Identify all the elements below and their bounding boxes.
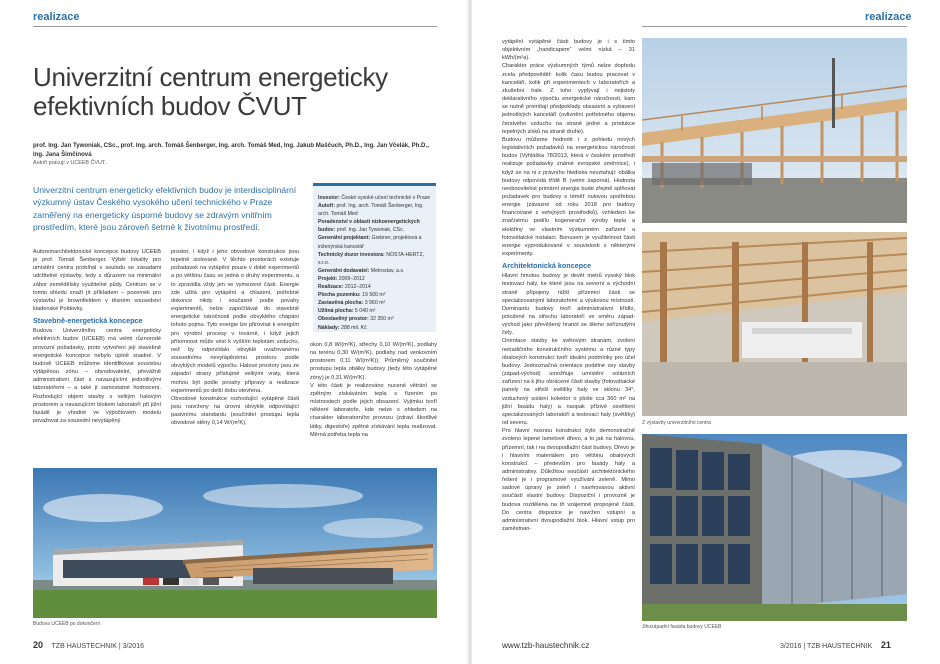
header-rule — [642, 26, 907, 27]
article-title: Univerzitní centrum energeticky efektivních budov ČVUT — [33, 62, 388, 121]
construction-image — [642, 38, 907, 223]
interior-photo — [642, 232, 907, 416]
facade-photo — [642, 434, 907, 621]
paragraph: Orientace stavby ke světovým stranám, zvolení netradičního konstrukčního systému a různé typy obalových konstrukcí tvoří ideální podmínky pro účel budovy. Jednoznačná orientace podélné osy stavby (západ-východ) umožňuje umístění solárních zařízení na k jihu obrácené části stavby (fotovoltaické panely na střeší světlíky haly ve sklonu 34°, vzduchový solární kolektor o ploše cca 360 m² na jižní fasádu haly) a naopak přízivé osvětlení specializovaných laboratoří a testovací haly (světlíky) od severu. — [502, 338, 635, 427]
building-exterior-photo — [33, 468, 437, 618]
article-lead: Univerzitní centrum energeticky efektivních budov je interdisciplinární výzkumný ústav Českého vysokého učení technického v Praze zaměřený na energeticky úsporné budovy se zdravým vnitřním prostředím, které jsou zároveň šetrné k životnímu prostředí. — [33, 185, 297, 233]
section-tag: realizace — [33, 11, 80, 23]
photo-caption: Z výstavby univerzitního centra — [642, 420, 711, 426]
infobox-key: Náklady: — [318, 324, 340, 331]
infobox-key: Zastavěná plocha: — [318, 300, 364, 307]
paragraph: vytápění vytápěné části budovy je i s tímto objektivním „handicapem“ velmi nízká – 31 kWh/(m²a). — [502, 39, 635, 62]
authors: prof. Ing. Jan Tywoniak, CSc., prof. Ing. arch. Tomáš Šenberger, Ing. arch. Tomáš Med, Ing. Jakub Maščuch, Ph.D., Ing. Jan Včelák, Ph.D., Ing. Jana Šimčínová — [33, 142, 429, 159]
paragraph: Budovu můžeme hodnotit i z pohledu nových legislativních požadavků na energetickou náročnost budov (Vyhláška 78/2013, která v českém prostředí realizuje požadavky známé evropské směrnice), i když se na ni z právního hlediska nevztahují: obálka budovy odpovídá třídě B (velmi úsporná). Hodnota neobnovitelné primární energie bude zřejmě splňovat požadavek pro budovy s téměř nulovou spotřebou energie (závazné od roku 2018 pro budovy financované z veřejných prostředků), vzhledem ke značnému podílu kogenerační výroby tepla a elektřiny ve vlastním výzkumném zařízení a fotovoltaické instalaci. Bonusem je využitelnost části energie vyprodukované v souvislosti s některými experimenty. — [502, 136, 635, 258]
infobox-key: Projekt: — [318, 275, 338, 282]
construction-photo — [642, 38, 907, 223]
subheading: Architektonická koncepce — [502, 261, 592, 271]
paragraph: Charakter práce výzkumných týmů nelze dopředu zcela předpovědět: kolik času budou pracovat v kanceláři, kolik při experimentech v laboratořích a zkušební hale. Z toho vyplývají i nejistoty deklarativního výpočtu energetické náročnosti, kam se nutně promítají předpoklady obsazení a vybavení jednotlivých kanceláří (ovlivnění potřebného objemu čerstvého vzduchu na straně jedné a produkce tepelných zisků na straně druhé). — [502, 63, 635, 135]
infobox-value: 3 960 m² — [364, 300, 386, 307]
authors-note: Autoři pracují v UCEEB ČVUT. — [33, 160, 107, 166]
page-number: 21 — [880, 640, 891, 650]
left-page — [0, 0, 468, 664]
infobox-key: Generální dodavatel: — [318, 267, 370, 274]
infobox-key: Užitná plocha: — [318, 308, 354, 315]
infobox-key: Poradenství v oblasti nízkoenergetických budov: — [318, 219, 420, 234]
infobox-row — [318, 324, 431, 332]
right-page — [472, 0, 940, 664]
infobox-value: NOSTA-HERTZ, s.r.o. — [318, 251, 425, 266]
page-folio — [780, 640, 891, 650]
infobox-value: 2009–2012 — [338, 275, 365, 282]
header-rule — [33, 26, 437, 27]
infobox-row — [318, 291, 431, 299]
paragraph: Pro hlavní nosnou konstrukci bylo demonstračně zvoleno lepené lamelové dřevo, a to jak na halovou, přízemní, tak i na dvoupodlažní část budovy. Dřevo je i hlavním materiálem pro většinu obalových konstrukcí – především pro fasády haly a administrativy. Důležitou součástí architektonického řešení je i programové využívání zeleně. Mimo sadové úpravy je zeleň i navrhovanou aktivní součástí vlastní budovy. Dispoziční i provozně je budova rozdělena na tři vzájemně propojené části. Do centra dispozice je navržen vstupní a administrativní dvoupodlažní blok. Hlavní vstup pro zaměstnan- — [502, 428, 635, 533]
subheading: Stavebně-energetická koncepce — [33, 316, 143, 326]
building-exterior-image — [33, 468, 437, 618]
infobox-value: prof. Ing. arch. Tomáš Šenberger, Ing. arch. Tomáš Med — [318, 203, 424, 218]
project-infobox — [313, 186, 436, 332]
paragraph: Autoremarchitektonické koncepce budovy UCEEB je prof. Tomáš Šenberger. Výběr lokality pro umístění centra probíhal v souladu se zásadami udržitelné výstavby, tedy s důrazem na minimální zábor zemědělsky využitelné půdy. Centrum se v tomto ohledu snaží jít příkladem – pozemek pro výstavbu je brownfieldem v těsném sousedství kladenské Poldovky. — [33, 249, 161, 313]
infobox-key: Plocha pozemku: — [318, 292, 361, 299]
paragraph: V této části je realizováno nucené větrání se zpětným získáváním tepla s řízením po místnostech podle jejich obsazení. Vyjímku tvoří některé laboratoře, kde nelze s ohledem na charakter laboratorního provozu (zdraví škodlivé látky, digestoře) zpětné získávání tepla realizovat. Měrná potřeba tepla na — [310, 382, 437, 438]
infobox-row — [318, 234, 431, 250]
paragraph: Obvodové konstrukce rozhodující vytápěné části jsou navrženy na úrovni obvyklé odpovídající pasivnímu standardu (součinitel prostupu tepla obvodové stěny 0,14 W/(m²K), — [171, 395, 299, 427]
infobox-value: 2012–2014 — [344, 284, 371, 291]
paragraph: prostor, i když i jeho obvodové konstrukce jsou tepelně izolované. V těchto prostorách existuje požadavek na vytápění pouze v době experimentů a po většinu času se jedná o druhy experimentu, a to zpravidla vždy jen ve vymezené části. Energie zde užitá pro vytápění a chlazení, potřebné dokonce nikdy i současně podle povahy experimentů, nelze započítávat do stavebně energetické náročnosti podle obvyklého chápání tohoto pojmu. Tyto energie lze přirovnat k energiím pro výrobní procesy v továrně, i když jejich přítomnost může vést k vyšším teplotám vzduchu, než by odpovídalo obvyklé uvažovanému sousednímu nevytápěnému prostoru podle obvyklých modelů výpočtu. Halové prostory jsou ze západní strany přístupné velkými vraty, která mohou být podle povahy přípravy a realizace experimentů po delší dobu otevřena. — [171, 249, 299, 394]
photo-caption: Jihozápadní fasáda budovy UCEEB — [642, 624, 722, 630]
facade-image — [642, 434, 907, 621]
infobox-key: Obestavěný prostor: — [318, 316, 369, 323]
infobox-key: Investor: — [318, 195, 340, 201]
infobox-value: 288 mil. Kč — [341, 324, 367, 331]
infobox-row — [318, 299, 431, 307]
section-tag: realizace — [865, 11, 912, 23]
infobox-value: Metrostav, a.s. — [370, 267, 405, 274]
left-column-3 — [310, 341, 437, 439]
infobox-key: Generální projektant: — [318, 235, 371, 242]
infobox-value: 19 500 m² — [362, 292, 386, 299]
infobox-key: Autoři: — [318, 203, 335, 210]
publication-info: 3/2016 | TZB HAUSTECHNIK — [780, 643, 873, 650]
infobox-row — [318, 275, 431, 283]
interior-image — [642, 232, 907, 416]
paragraph: Budova Univerzitního centra energeticky efektivních budov (UCEEB) má velmi různorodé provozní požadavky, proto vytvoření její stavebně energetické koncepce nebylo úplně snadné. V budově UCEEB můžeme identifikovat souvislou výtápěnou zónu – obvodovatelní, převážně administrativní část s navazujícími jednotlivými laboratořemi – a také jí samostatné hodnocení. Rozhodující objem stavby s velkým halovým prostorem a navazujícím blokem laboratoří při jižní fasádě je vhodné ve výpočtovém modelu považovat za sousední nevytápěný — [33, 328, 161, 424]
infobox-key: Technický dozor investora: — [318, 251, 385, 258]
page-folio — [33, 640, 144, 650]
infobox-value: Grebner, projektová a inženýrská kancelář — [318, 235, 422, 250]
infobox-row — [318, 267, 431, 275]
infobox-key: Realizace: — [318, 284, 344, 291]
infobox-row — [318, 194, 431, 202]
infobox-value: prof. Ing. Jan Tywoniak, CSc. — [336, 227, 405, 234]
right-column-1 — [502, 38, 635, 533]
infobox-value: České vysoké učení technické v Praze — [341, 195, 431, 201]
left-column-2 — [171, 248, 299, 427]
infobox-row — [318, 218, 431, 234]
photo-caption: Budova UCEEB po dokončení — [33, 621, 100, 627]
page-number: 20 — [33, 640, 44, 650]
publication-info: TZB HAUSTECHNIK | 3/2016 — [51, 643, 144, 650]
website-url[interactable]: www.tzb-haustechnik.cz — [502, 641, 590, 650]
infobox-row — [318, 307, 431, 315]
infobox-row — [318, 251, 431, 267]
infobox-value: 32 350 m³ — [370, 316, 394, 323]
paragraph: Hlavní hmotou budovy je devět metrů vysoký blok testovací haly, ke které jsou na severní a východní straně připojeny nižší přízemní části se specializovanými laboratořemi a výukovou místností. Dominantu budovy tvoří administrativní křídlo, položené na střechu laboratoří ve směru západ-východ jako převěšený hranol se šikmo seříznutými čely. — [502, 273, 635, 337]
left-column-1 — [33, 248, 161, 425]
paragraph: okon 0,8 W/(m²K), střechy 0,10 W/(m²K), podlahy na terénu 0,30 W/(m²K), podlahy nad venkovním prostorem 0,11 W/(m²K)). Průměrný součinitel prostupu tepla obálky budovy (tedy této vytápěné zóny) je 0,31 W/(m²K). — [310, 342, 437, 381]
infobox-row — [318, 202, 431, 218]
infobox-row — [318, 283, 431, 291]
infobox-row — [318, 315, 431, 323]
infobox-value: 5 040 m² — [354, 308, 376, 315]
